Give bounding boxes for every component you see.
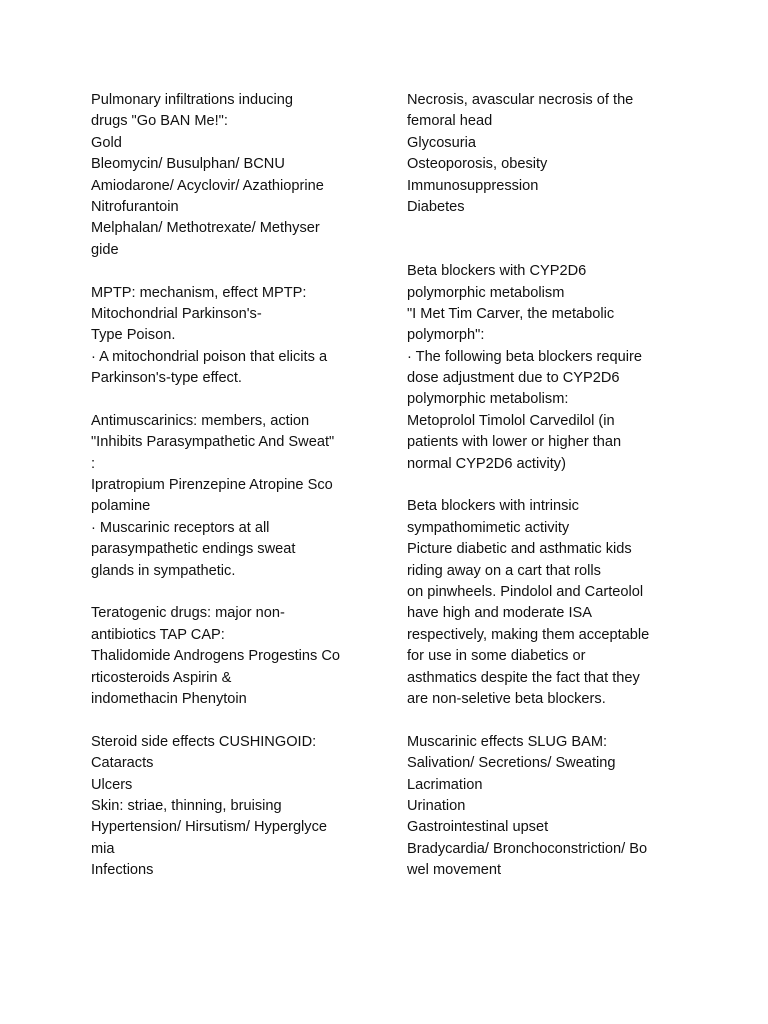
text-line: respectively, making them acceptable — [407, 626, 650, 643]
text-line: Thalidomide Androgens Progestins Co — [91, 648, 341, 665]
text-line: Infections — [91, 862, 154, 879]
text-line: femoral head — [407, 113, 493, 130]
blank-line — [407, 710, 707, 731]
text-line: Muscarinic effects SLUG BAM: — [407, 733, 608, 750]
text-line: Lacrimation — [407, 776, 483, 793]
text-line: Skin: striae, thinning, bruising — [91, 797, 282, 814]
text-line: indomethacin Phenytoin — [91, 690, 247, 707]
text-line: polymorphic metabolism — [407, 284, 565, 301]
text-line: have high and moderate ISA — [407, 605, 592, 622]
text-line: Antimuscarinics: members, action — [91, 412, 310, 429]
text-line: Steroid side effects CUSHINGOID: — [91, 733, 317, 750]
text-line: · The following beta blockers require — [407, 348, 642, 365]
blank-line — [407, 475, 707, 496]
text-line: are non-seletive beta blockers. — [407, 690, 606, 707]
blank-line — [91, 710, 383, 731]
text-line: wel movement — [407, 862, 502, 879]
text-line: Amiodarone/ Acyclovir/ Azathioprine — [91, 177, 324, 194]
text-line: Immunosuppression — [407, 177, 539, 194]
text-line: Osteoporosis, obesity — [407, 156, 548, 173]
text-line: glands in sympathetic. — [91, 562, 236, 579]
text-line: Cataracts — [91, 755, 154, 772]
text-line: Beta blockers with intrinsic — [407, 498, 579, 515]
text-line: rticosteroids Aspirin & — [91, 669, 232, 686]
text-line: Glycosuria — [407, 134, 476, 151]
blank-line — [407, 240, 707, 261]
text-line: Ulcers — [91, 776, 133, 793]
text-line: Salivation/ Secretions/ Sweating — [407, 755, 616, 772]
text-line: asthmatics despite the fact that they — [407, 669, 640, 686]
text-line: Mitochondrial Parkinson's- — [91, 305, 262, 322]
text-line: Bleomycin/ Busulphan/ BCNU — [91, 156, 285, 173]
text-line: Ipratropium Pirenzepine Atropine Sco — [91, 477, 333, 494]
text-line: Beta blockers with CYP2D6 — [407, 263, 587, 280]
text-line: dose adjustment due to CYP2D6 — [407, 370, 620, 387]
text-line: Metoprolol Timolol Carvedilol (in — [407, 412, 615, 429]
text-line: Nitrofurantoin — [91, 198, 179, 215]
text-line: normal CYP2D6 activity) — [407, 455, 566, 472]
text-line: gide — [91, 241, 119, 258]
right-column — [407, 90, 707, 881]
text-line: "I Met Tim Carver, the metabolic — [407, 305, 615, 322]
text-line: "Inhibits Parasympathetic And Sweat" — [91, 434, 335, 451]
text-line: polamine — [91, 498, 151, 515]
blank-line — [91, 261, 383, 282]
text-line: for use in some diabetics or — [407, 648, 586, 665]
text-line: antibiotics TAP CAP: — [91, 626, 225, 643]
text-line: Picture diabetic and asthmatic kids — [407, 541, 632, 558]
text-line: Type Poison. — [91, 327, 176, 344]
text-line: polymorph": — [407, 327, 485, 344]
blank-line — [407, 218, 707, 239]
text-line: Diabetes — [407, 198, 465, 215]
text-line: drugs "Go BAN Me!": — [91, 113, 228, 130]
text-line: MPTP: mechanism, effect MPTP: — [91, 284, 307, 301]
text-line: Urination — [407, 797, 466, 814]
text-line: Gold — [91, 134, 122, 151]
text-line: Necrosis, avascular necrosis of the — [407, 92, 634, 108]
text-line: Pulmonary infiltrations inducing — [91, 92, 293, 108]
text-line: sympathomimetic activity — [407, 519, 570, 536]
text-line: Parkinson's-type effect. — [91, 370, 242, 387]
text-line: Bradycardia/ Bronchoconstriction/ Bo — [407, 840, 648, 857]
text-line: Teratogenic drugs: major non- — [91, 605, 285, 622]
text-line: : — [91, 455, 96, 472]
text-line: parasympathetic endings sweat — [91, 541, 296, 558]
text-line: patients with lower or higher than — [407, 434, 622, 451]
text-line: mia — [91, 840, 115, 857]
text-line: · A mitochondrial poison that elicits a — [91, 348, 328, 365]
text-line: · Muscarinic receptors at all — [91, 519, 270, 536]
text-line: on pinwheels. Pindolol and Carteolol — [407, 583, 644, 600]
text-line: polymorphic metabolism: — [407, 391, 569, 408]
left-column — [91, 90, 383, 881]
text-line: Gastrointestinal upset — [407, 819, 549, 836]
text-line: riding away on a cart that rolls — [407, 562, 601, 579]
text-line: Hypertension/ Hirsutism/ Hyperglyce — [91, 819, 328, 836]
text-line: Melphalan/ Methotrexate/ Methyser — [91, 220, 320, 237]
blank-line — [91, 389, 383, 410]
blank-line — [91, 582, 383, 603]
